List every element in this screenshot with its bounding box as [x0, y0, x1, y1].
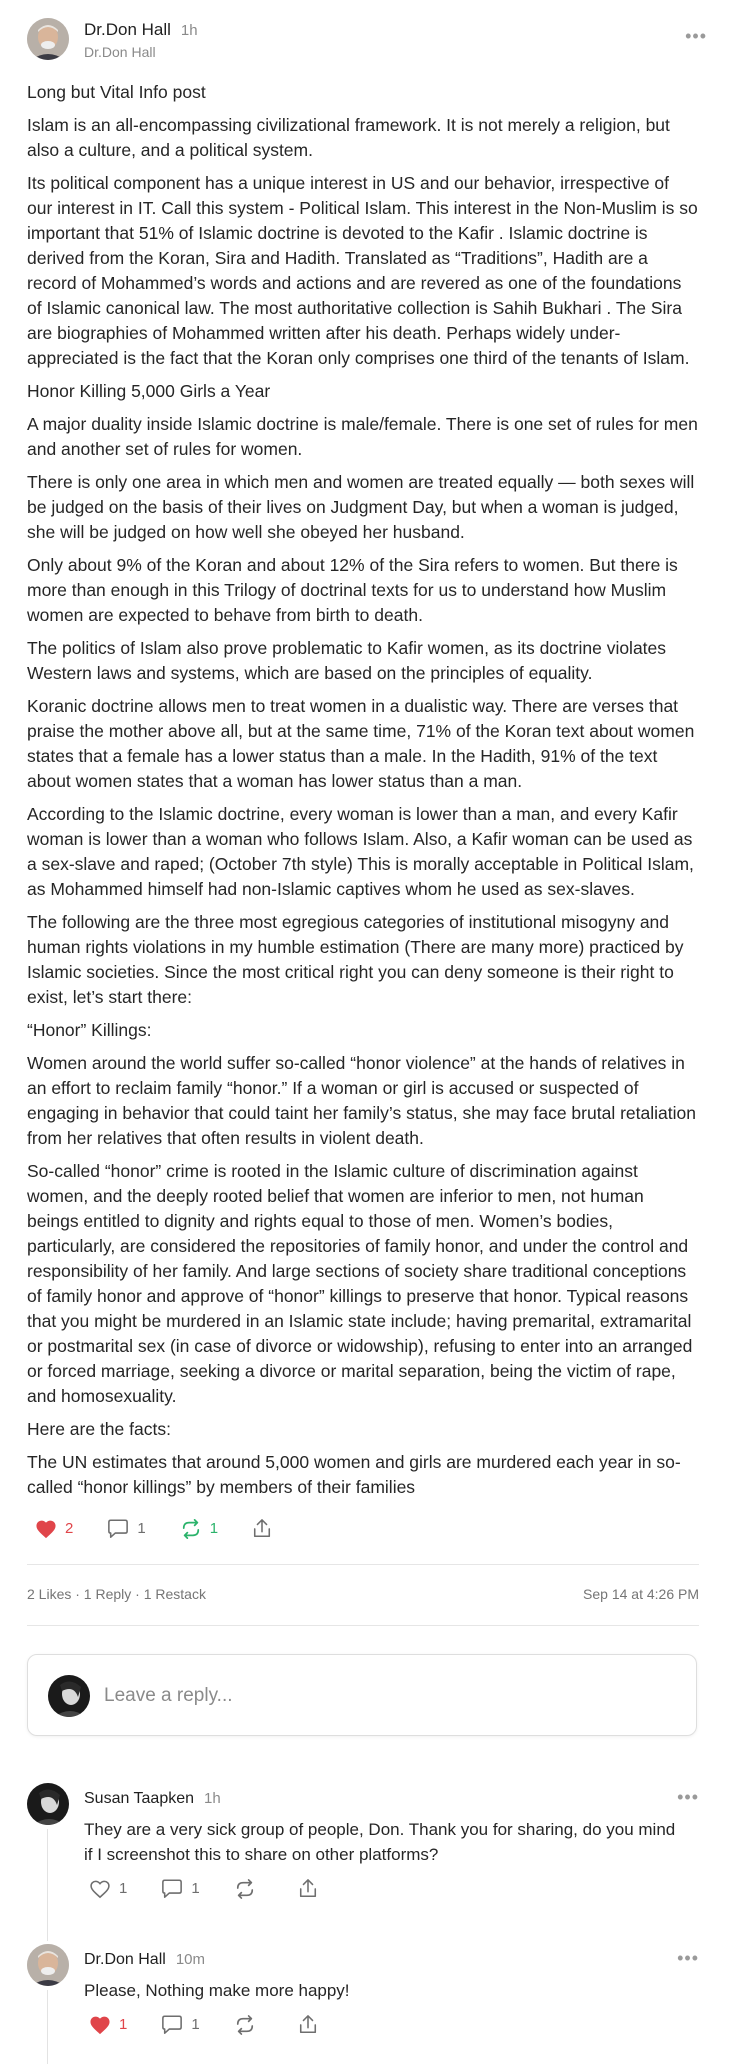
comment-author-name[interactable]: Dr.Don Hall	[84, 1951, 166, 1968]
reply-composer[interactable]	[27, 1654, 697, 1736]
restack-button[interactable]	[234, 1879, 264, 1899]
comment	[27, 1783, 699, 1913]
post-paragraph: Women around the world suffer so-called “honor violence” at the hands of relatives in an effort to reclaim family “honor.” If a woman or girl is accused or suspected of engaging in behavior that could taint her family’s status, she may face brutal retaliation from her relatives that often results in violent death.	[27, 1053, 696, 1148]
post-stats	[27, 1586, 699, 1602]
commenter-avatar[interactable]	[27, 1944, 69, 1986]
comment	[27, 1944, 699, 2054]
share-button[interactable]	[252, 1518, 280, 1539]
comment-icon	[161, 1878, 183, 1899]
comment-author[interactable]	[84, 1790, 221, 1808]
restack-button[interactable]	[234, 2015, 264, 2035]
post-paragraph: Its political component has a unique interest in US and our behavior, irrespective of our interest in IT. Call this system - Political Islam. This interest in the Non-Muslim is so important that 51% of Islamic doctrine is devoted to the Kafir . Islamic doctrine is derived from the Koran, Sira and Hadith. Translated as “Traditions”, Hadith are a record of Mohammed’s words and actions and are revered as one of the foundations of Islamic canonical law. The most authoritative collection is Sahih Bukhari . The Sira are biographies of Mohammed written after his death. Perhaps widely under-appreciated is the fact that the Koran only comprises one third of the tenants of Islam.	[27, 173, 698, 368]
reply-count: 1	[191, 2016, 200, 2033]
post-paragraph: “Honor” Killings:	[27, 1020, 152, 1040]
restack-count: 1	[209, 1520, 219, 1537]
share-icon	[252, 1518, 272, 1539]
post-paragraph: Koranic doctrine allows men to treat women in a dualistic way. There are verses that praise the mother above all, but at the same time, 71% of the Koran text about women states that a female has a lower status than a male. In the Hadith, 91% of the text about women states that a woman has lower status than a man.	[27, 696, 695, 791]
post-date: Sep 14 at 4:26 PM	[583, 1586, 699, 1602]
share-button[interactable]	[298, 2014, 326, 2035]
post-time: 1h	[180, 22, 198, 39]
restack-button[interactable]	[180, 1519, 218, 1539]
reply-button[interactable]	[161, 2014, 199, 2035]
like-count: 1	[119, 2016, 128, 2033]
post-actions	[35, 1518, 314, 1539]
current-user-avatar	[48, 1675, 90, 1717]
comment-text: Please, Nothing make more happy!	[84, 1981, 350, 2000]
post-header	[27, 16, 707, 64]
post-paragraph: According to the Islamic doctrine, every woman is lower than a man, and every Kafir woman is lower than a woman who follows Islam. Also, a Kafir woman can be used as a sex-slave and raped; (October 7th style) This is morally acceptable in Political Islam, as Mohammed himself had non-Islamic captives whom he used as sex-slaves.	[27, 804, 694, 899]
post-paragraph: The politics of Islam also prove problematic to Kafir women, as its doctrine violates Western laws and systems, which are based on the principles of equality.	[27, 638, 667, 683]
post-paragraph: There is only one area in which men and women are treated equally — both sexes will be judged on the basis of their lives on Judgment Day, but when a woman is judged, she will be judged on how well she obeyed her husband.	[27, 472, 695, 542]
more-options-icon[interactable]: •••	[677, 1948, 699, 1968]
comment-actions	[89, 1878, 360, 1899]
post-paragraph: Here are the facts:	[27, 1419, 171, 1439]
share-icon	[298, 2014, 318, 2035]
author-avatar[interactable]	[27, 18, 69, 60]
post-handle[interactable]: Dr.Don Hall	[84, 44, 156, 60]
comment-actions	[89, 2014, 360, 2035]
heart-outline-icon	[89, 1879, 111, 1899]
share-button[interactable]	[298, 1878, 326, 1899]
post-stats-summary[interactable]: 2 Likes · 1 Reply · 1 Restack	[27, 1586, 206, 1602]
post-paragraph: Islam is an all-encompassing civilizational framework. It is not merely a religion, but also a culture, and a political system.	[27, 115, 670, 160]
comment-text: They are a very sick group of people, Don. Thank you for sharing, do you mind if I screenshot this to share on other platforms?	[84, 1820, 676, 1864]
reply-input[interactable]	[104, 1677, 664, 1715]
post-paragraph: Long but Vital Info post	[27, 82, 206, 102]
restack-icon	[234, 2015, 256, 2035]
restack-icon	[234, 1879, 256, 1899]
comment-icon	[107, 1518, 129, 1539]
reply-count: 1	[191, 1880, 200, 1897]
post-author-name[interactable]: Dr.Don Hall	[84, 20, 171, 39]
comment-author-name[interactable]: Susan Taapken	[84, 1790, 195, 1807]
like-button[interactable]	[89, 2015, 127, 2035]
heart-filled-icon	[89, 2015, 111, 2035]
post-paragraph: A major duality inside Islamic doctrine is male/female. There is one set of rules for men and another set of rules for women.	[27, 414, 698, 459]
divider	[27, 1564, 699, 1565]
like-count: 2	[65, 1520, 74, 1537]
more-options-icon[interactable]: •••	[685, 26, 707, 46]
post-paragraph: So-called “honor” crime is rooted in the Islamic culture of discrimination against women, and the deeply rooted belief that women are inferior to men, not human beings entitled to dignity and rights equal to those of men. Women’s bodies, particularly, are considered the repositories of family honor, and under the control and responsibility of her family. And large sections of society share traditional conceptions of family honor and approve of “honor” killings to preserve that honor. Typical reasons that you might be murdered in an Islamic state include; having premarital, extramarital or postmarital sex (in case of divorce or widowship), refusing to enter into an arranged or forced marriage, seeking a divorce or marital separation, being the victim of rape, and homosexuality.	[27, 1161, 693, 1406]
like-button[interactable]	[89, 1879, 127, 1899]
comment-icon	[161, 2014, 183, 2035]
post-paragraph: The following are the three most egregious categories of institutional misogyny and human rights violations in my humble estimation (There are many more) practiced by Islamic societies. Since the most critical right you can deny someone is their right to exist, let’s start there:	[27, 912, 684, 1007]
post-author[interactable]	[84, 20, 198, 40]
reply-count: 1	[137, 1520, 146, 1537]
reply-button[interactable]	[161, 1878, 199, 1899]
post-paragraph: Only about 9% of the Koran and about 12% of the Sira refers to women. But there is more than enough in this Trilogy of doctrinal texts for us to understand how Muslim women are expected to behave from birth to death.	[27, 555, 678, 625]
post-paragraph: Honor Killing 5,000 Girls a Year	[27, 381, 271, 401]
commenter-avatar[interactable]	[27, 1783, 69, 1825]
share-icon	[298, 1878, 318, 1899]
comment-time: 10m	[175, 1951, 205, 1968]
reply-button[interactable]	[107, 1518, 145, 1539]
post-paragraph: The UN estimates that around 5,000 women and girls are murdered each year in so-called “honor killings” by members of their families	[27, 1452, 681, 1497]
divider	[27, 1625, 699, 1626]
heart-filled-icon	[35, 1519, 57, 1539]
comment-author[interactable]	[84, 1951, 205, 1969]
post-body	[27, 80, 699, 1508]
restack-icon	[180, 1519, 202, 1539]
like-count: 1	[119, 1880, 128, 1897]
comment-time: 1h	[204, 1790, 221, 1807]
more-options-icon[interactable]: •••	[677, 1787, 699, 1807]
like-button[interactable]	[35, 1519, 73, 1539]
